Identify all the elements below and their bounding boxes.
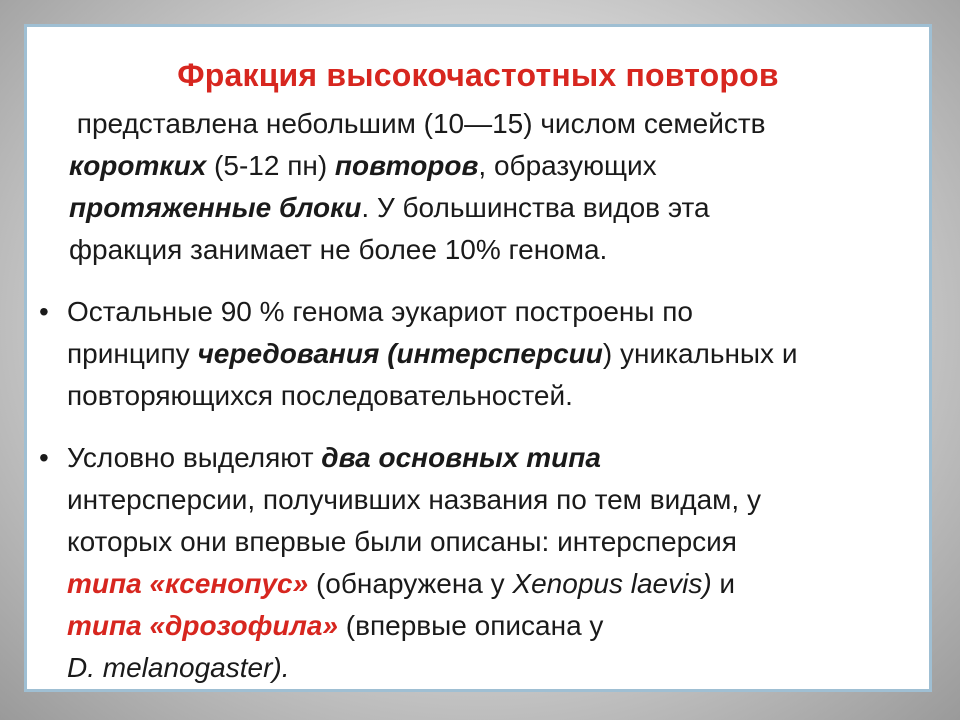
slide-title: Фракция высокочастотных повторов [177, 57, 779, 93]
intro-paragraph [69, 103, 909, 271]
bullet-1-text-2a: принципу [67, 338, 198, 369]
bullet-2-line-4 [67, 563, 927, 605]
intro-line-4: фракция занимает не более 10% генома. [69, 234, 608, 265]
intro-text-2b: , образующих [478, 150, 657, 181]
bullet-1-text-2b: ) уникальных и [602, 338, 798, 369]
term-repeats: повторов [334, 150, 479, 181]
intro-text-1: представлена небольшим (10—15) числом семейств [76, 108, 766, 139]
bullet-2-text-1: Условно выделяют [67, 442, 322, 473]
bullet-2 [39, 437, 927, 689]
bullet-2-text-5: (впервые описана у [338, 610, 604, 641]
term-blocks: протяженные блоки [69, 192, 362, 223]
bullet-1-line-1: Остальные 90 % генома эукариот построены по [67, 296, 694, 327]
intro-line-2 [69, 145, 909, 187]
term-xenopus-type: типа «ксенопус» [67, 568, 309, 599]
term-interspersion: чередования (интерсперсии [197, 338, 603, 369]
intro-line-3 [69, 187, 909, 229]
species-drosophila: D. melanogaster). [67, 652, 290, 683]
intro-text-2a: (5-12 пн) [206, 150, 335, 181]
slide [24, 24, 932, 692]
term-short: коротких [69, 150, 207, 181]
bullet-1 [39, 291, 927, 417]
bullet-2-line-5 [67, 605, 927, 647]
bullet-2-text-4b: и [711, 568, 736, 599]
bullet-1-line-2 [67, 333, 927, 375]
bullet-1-marker: • [39, 296, 49, 327]
bullet-2-marker: • [39, 442, 49, 473]
species-xenopus: Xenopus laevis) [512, 568, 712, 599]
bullet-2-text-4a: (обнаружена у [308, 568, 513, 599]
bullet-1-line-3: повторяющихся последовательностей. [67, 380, 573, 411]
term-drosophila-type: типа «дрозофила» [67, 610, 339, 641]
bullet-2-line-3: которых они впервые были описаны: интерсперсия [67, 526, 737, 557]
bullet-2-line-1 [67, 437, 927, 479]
term-two-types: два основных типа [321, 442, 601, 473]
intro-line-1 [69, 103, 909, 145]
intro-text-3: . У большинства видов эта [361, 192, 710, 223]
bullet-2-line-2: интерсперсии, получивших названия по тем видам, у [67, 484, 761, 515]
